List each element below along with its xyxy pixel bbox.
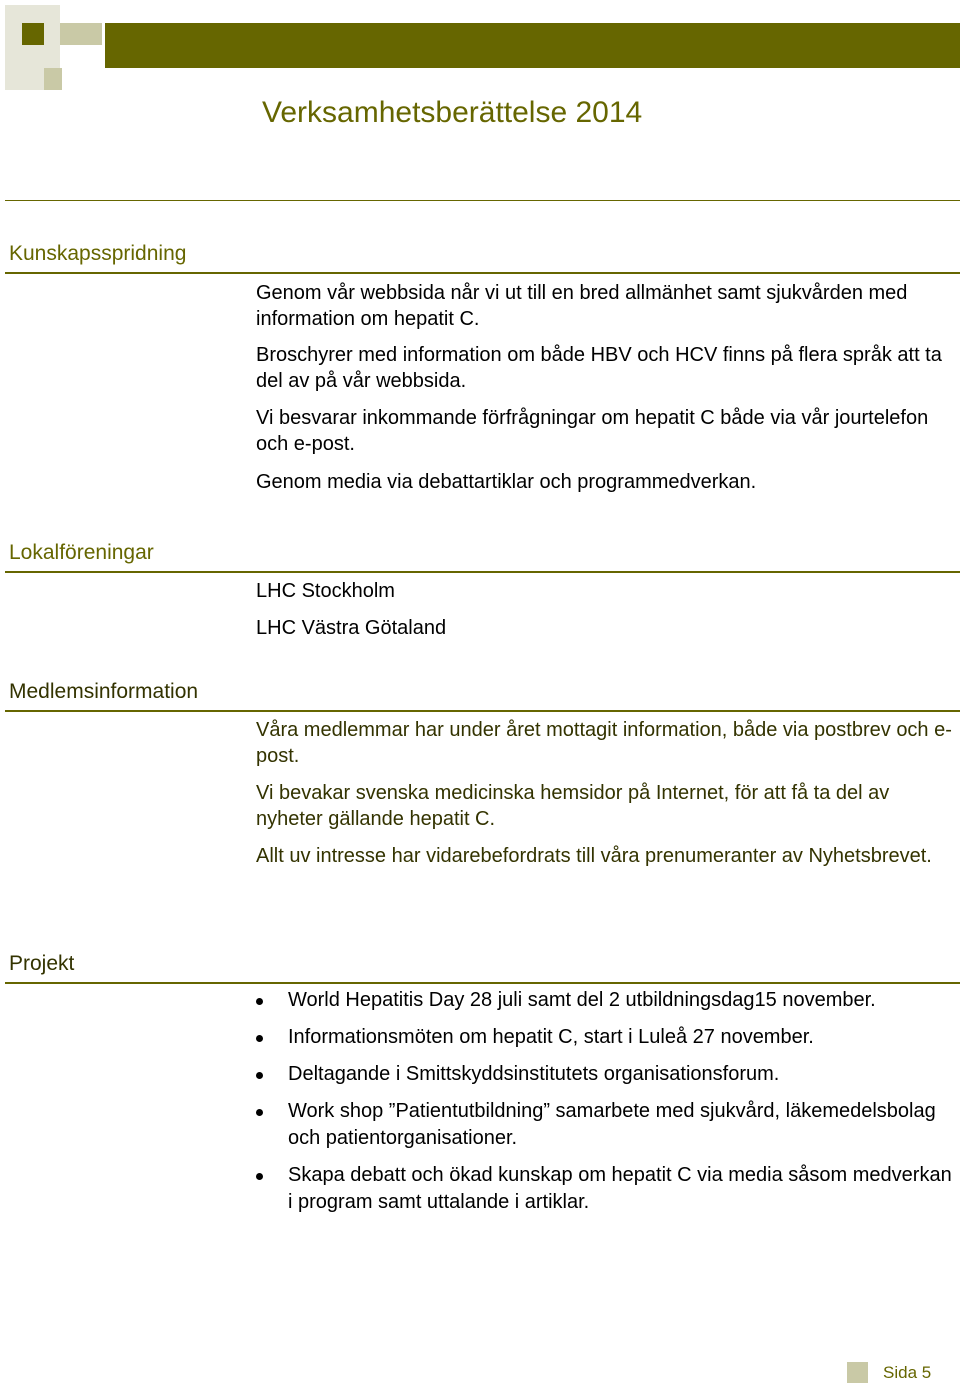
paragraph: Vi besvarar inkommande förfrågningar om hepatit C både via vår jourtelefon och e-post. bbox=[256, 407, 929, 455]
paragraph: Genom media via debattartiklar och programmedverkan. bbox=[256, 471, 757, 493]
paragraph: Våra medlemmar har under året mottagit information, både via postbrev och e-post. bbox=[256, 719, 952, 767]
header-decor-square bbox=[44, 68, 62, 90]
paragraph: Allt uv intresse har vidarebefordrats till våra prenumeranter av Nyhetsbrevet. bbox=[256, 845, 932, 867]
section-divider bbox=[5, 571, 960, 573]
list-item-text: Work shop ”Patientutbildning” samarbete med sjukvård, läkemedelsbolag och patientorganisationer. bbox=[288, 1100, 936, 1149]
page-title: Verksamhetsberättelse 2014 bbox=[262, 96, 643, 129]
list-item: LHC Stockholm bbox=[256, 580, 395, 602]
title-divider bbox=[5, 200, 960, 201]
section-heading-medlemsinformation: Medlemsinformation bbox=[9, 680, 199, 703]
paragraph: Vi bevakar svenska medicinska hemsidor på Internet, för att få ta del av nyheter gällande hepatit C. bbox=[256, 782, 890, 830]
list-item bbox=[256, 1162, 956, 1216]
paragraph: Broschyrer med information om både HBV och HCV finns på flera språk att ta del av på vår webbsida. bbox=[256, 344, 942, 392]
bullet-icon bbox=[256, 1173, 263, 1180]
section-divider bbox=[5, 982, 960, 984]
list-item bbox=[256, 1061, 956, 1088]
list-item bbox=[256, 1098, 956, 1152]
header-bar bbox=[105, 23, 960, 68]
section-heading-lokalforeningar: Lokalföreningar bbox=[9, 541, 154, 564]
section-heading-projekt: Projekt bbox=[9, 952, 75, 975]
bullet-icon bbox=[256, 1072, 263, 1079]
projekt-bullet-list bbox=[256, 987, 956, 1226]
list-item-text: World Hepatitis Day 28 juli samt del 2 utbildningsdag15 november. bbox=[288, 989, 876, 1011]
bullet-icon bbox=[256, 998, 263, 1005]
bullet-icon bbox=[256, 1035, 263, 1042]
list-item-text: Skapa debatt och ökad kunskap om hepatit C via media såsom medverkan i program samt uttalande i artiklar. bbox=[288, 1164, 952, 1213]
list-item-text: Deltagande i Smittskyddsinstitutets organisationsforum. bbox=[288, 1063, 780, 1085]
bullet-icon bbox=[256, 1109, 263, 1116]
header-decor-square bbox=[60, 23, 102, 45]
footer-decor-square bbox=[847, 1362, 868, 1383]
list-item-text: Informationsmöten om hepatit C, start i Luleå 27 november. bbox=[288, 1026, 814, 1048]
header-decor-square bbox=[22, 23, 44, 45]
paragraph: Genom vår webbsida når vi ut till en bred allmänhet samt sjukvården med information om hepatit C. bbox=[256, 282, 908, 330]
list-item bbox=[256, 987, 956, 1014]
page-number: Sida 5 bbox=[883, 1363, 932, 1382]
section-divider bbox=[5, 272, 960, 274]
section-heading-kunskapsspridning: Kunskapsspridning bbox=[9, 242, 187, 265]
list-item bbox=[256, 1024, 956, 1051]
list-item: LHC Västra Götaland bbox=[256, 617, 447, 639]
section-divider bbox=[5, 710, 960, 712]
